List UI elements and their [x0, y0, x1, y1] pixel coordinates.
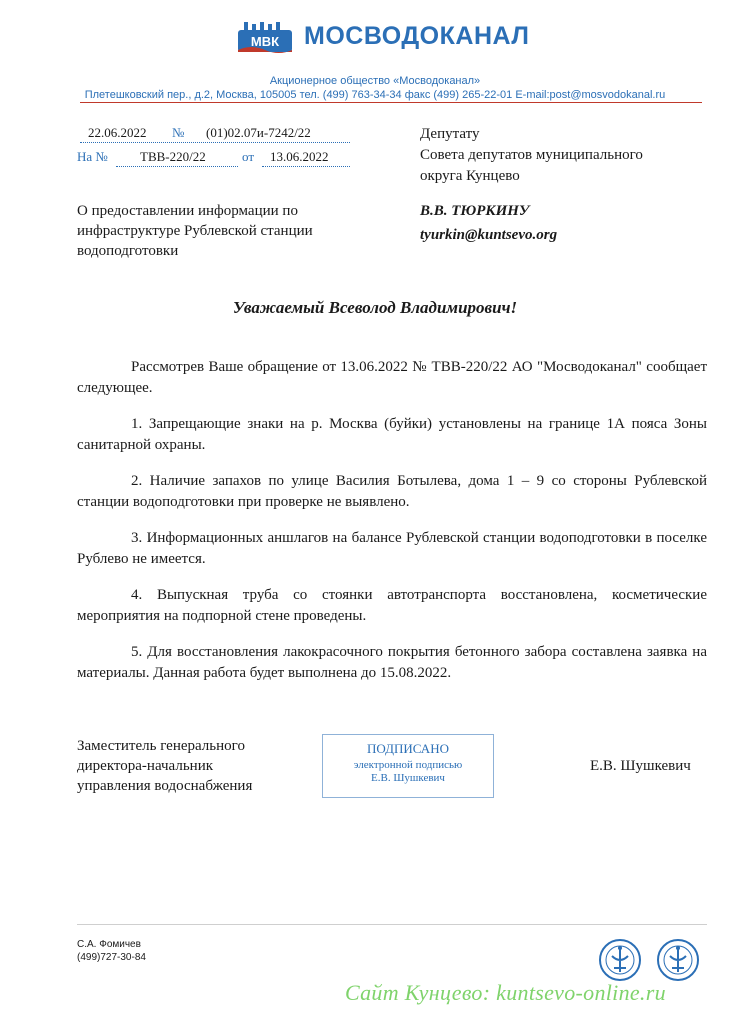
certification-seal-icon: [656, 938, 700, 982]
body-paragraph-5-text: 5. Для восстановления лакокрасочного покрытия бетонного забора составлена заявка на материалы. Данная работа будет выполнена до 15.08.2022.: [77, 644, 707, 681]
recipient-name: В.В. ТЮРКИНУ: [420, 203, 530, 219]
executor-block: [77, 938, 146, 964]
signer-title: [77, 736, 252, 796]
body-paragraph-intro: [77, 357, 707, 399]
outgoing-underline: [80, 142, 350, 143]
ref-date-underline: [262, 166, 350, 167]
outgoing-date: 22.06.2022: [88, 125, 147, 140]
executor-phone: (499)727-30-84: [77, 952, 146, 963]
body-paragraph-2: [77, 471, 707, 513]
body-paragraph-5: [77, 642, 707, 684]
logo-mark-text: МВК: [250, 34, 280, 49]
recipient-block: [420, 124, 643, 246]
ref-number-underline: [116, 166, 238, 167]
executor-name: С.А. Фомичев: [77, 939, 141, 950]
signer-title-line2: директора-начальник: [77, 758, 214, 774]
body-paragraph-intro-text: Рассмотрев Ваше обращение от 13.06.2022 № ТВВ-220/22 АО "Мосводоканал" сообщает следующее.: [77, 359, 707, 396]
recipient-email: tyurkin@kuntsevo.org: [420, 227, 558, 243]
footer-divider: [77, 924, 707, 925]
body-paragraph-1-text: 1. Запрещающие знаки на р. Москва (буйки) установлены на границе 1А пояса Зоны санитарной охраны.: [77, 416, 707, 453]
signer-title-line1: Заместитель генерального: [77, 738, 245, 754]
ref-number: ТВВ-220/22: [140, 149, 206, 164]
e-signature-stamp: [322, 734, 494, 798]
signer-title-line3: управления водоснабжения: [77, 778, 253, 794]
letterhead-divider: [80, 102, 702, 103]
subject-block: [77, 201, 377, 261]
subject-line2: инфраструктуре Рублевской станции: [77, 223, 313, 239]
body-paragraph-4-text: 4. Выпускная труба со стоянки автотранспорта восстановлена, косметические мероприятия на подпорной стене проведены.: [77, 587, 707, 624]
ref-date: 13.06.2022: [270, 149, 329, 164]
company-name: МОСВОДОКАНАЛ: [304, 22, 530, 50]
site-watermark: Сайт Кунцево: kuntsevo-online.ru: [345, 980, 666, 1005]
recipient-line3: округа Кунцево: [420, 168, 520, 184]
body-paragraph-3-text: 3. Информационных аншлагов на балансе Рублевской станции водоподготовки в поселке Рублево не имеется.: [77, 530, 707, 567]
company-logo-mark: [236, 20, 294, 54]
body-paragraph-4: [77, 585, 707, 627]
signer-name: Е.В. Шушкевич: [590, 758, 691, 774]
subject-line1: О предоставлении информации по: [77, 203, 298, 219]
ref-label: На №: [77, 149, 108, 164]
stamp-signed: ПОДПИСАНО: [367, 741, 449, 756]
legal-name: Акционерное общество «Мосводоканал»: [269, 75, 481, 87]
stamp-e-signature: электронной подписью: [353, 759, 463, 771]
greeting: Уважаемый Всеволод Владимирович!: [232, 298, 518, 317]
recipient-line1: Депутату: [420, 126, 480, 142]
recipient-line2: Совета депутатов муниципального: [420, 147, 643, 163]
body-paragraph-1: [77, 414, 707, 456]
stamp-signer: Е.В. Шушкевич: [371, 772, 445, 784]
outgoing-number: (01)02.07и-7242/22: [206, 125, 311, 140]
certification-seal-icon: [598, 938, 642, 982]
subject-line3: водоподготовки: [77, 243, 179, 259]
address-line: Плетешковский пер., д.2, Москва, 105005 тел. (499) 763-34-34 факс (499) 265-22-01 E-mail:post@mosvodokanal.ru: [84, 89, 666, 101]
ref-from-label: от: [242, 149, 255, 164]
body-paragraph-3: [77, 528, 707, 570]
number-label: №: [172, 125, 185, 140]
body-paragraph-2-text: 2. Наличие запахов по улице Василия Ботылева, дома 1 – 9 со стороны Рублевской станции водоподготовки при проверке не выявлено.: [77, 473, 707, 510]
